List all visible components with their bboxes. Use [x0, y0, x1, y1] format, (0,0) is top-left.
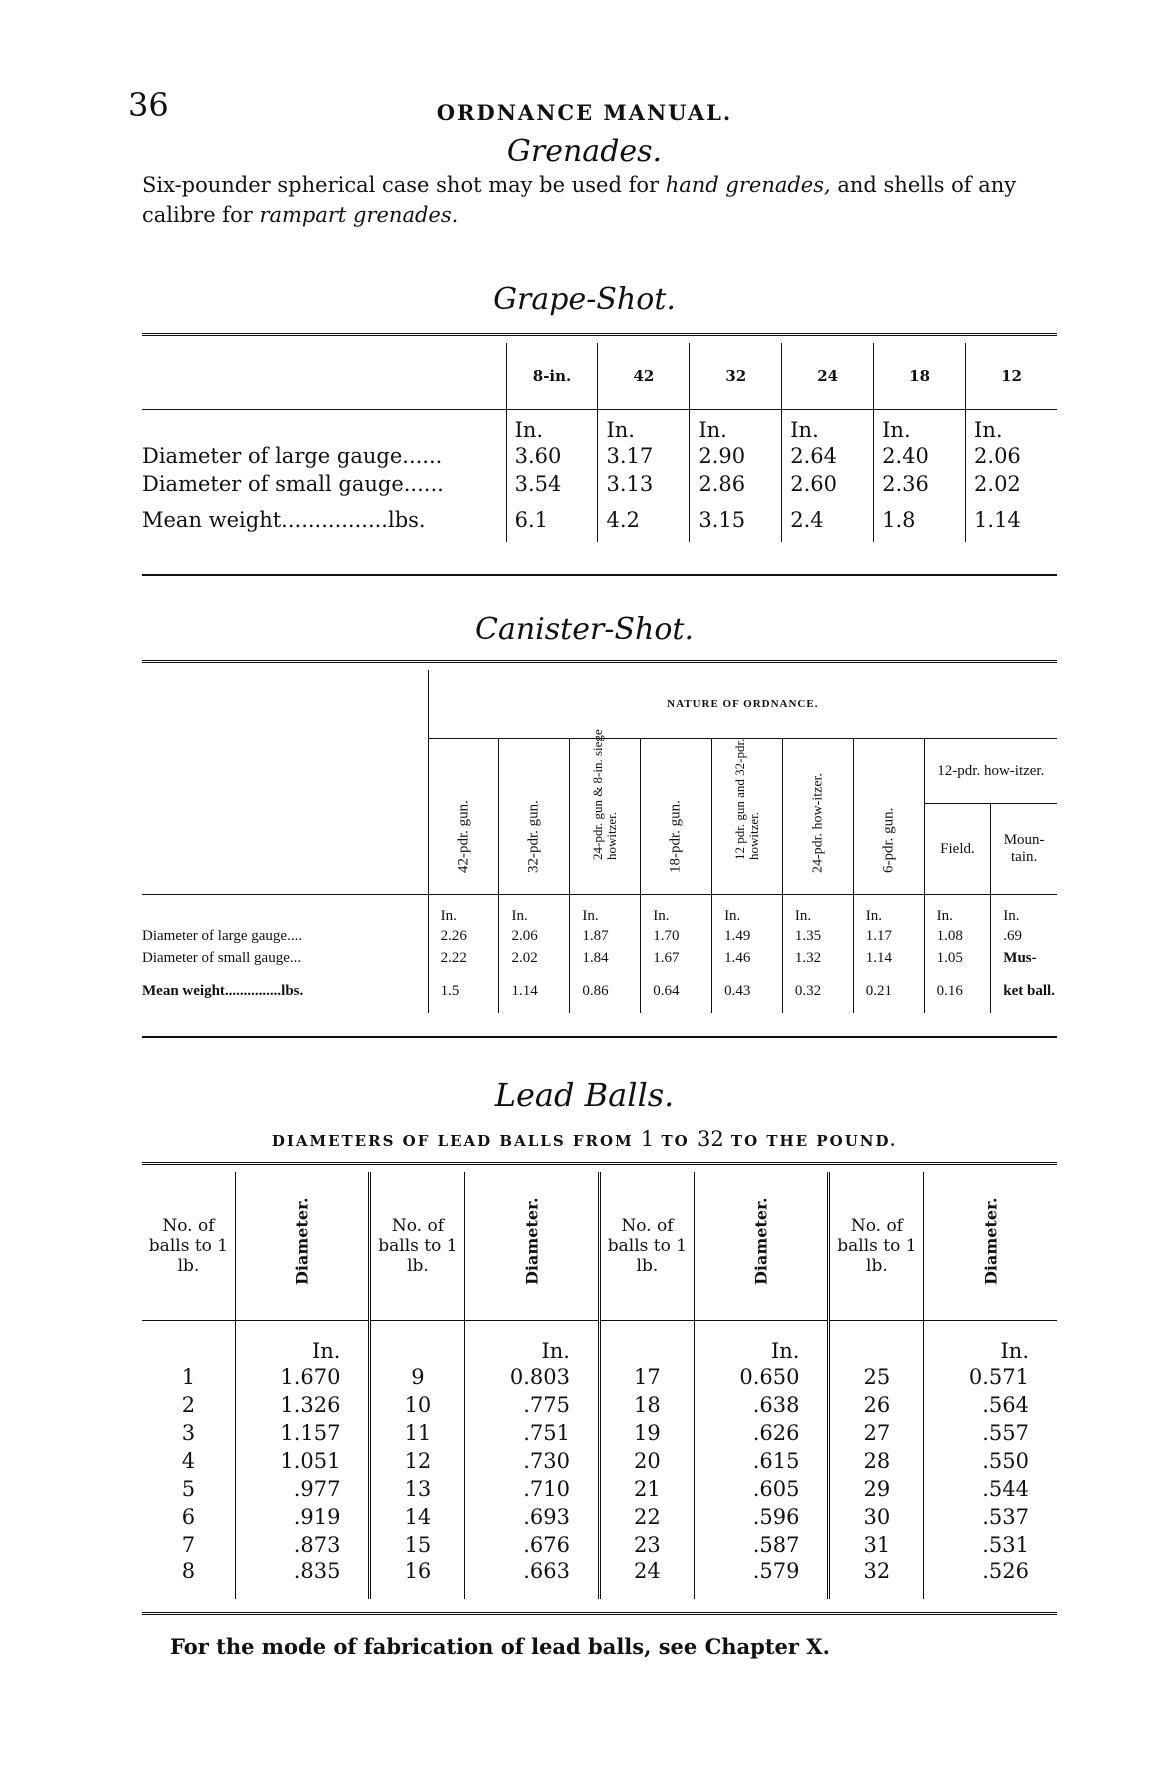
- grape-shot-table: [142, 343, 1057, 542]
- canister-cell: 1.87: [570, 925, 641, 947]
- grenades-em-2: rampart grenades.: [259, 203, 459, 227]
- grape-col-1: 42: [598, 343, 690, 410]
- grape-row-large-gauge: [142, 442, 1057, 470]
- canister-cell: 1.35: [782, 925, 853, 947]
- lead-num: 16: [370, 1559, 465, 1599]
- lead-diam: 1.326: [235, 1391, 370, 1419]
- canister-row-label: Mean weight...............lbs.: [142, 982, 304, 999]
- lead-diam: .873: [235, 1531, 370, 1559]
- canister-unit: In.: [853, 895, 924, 926]
- lead-header-row: [142, 1172, 1057, 1321]
- canister-cell: Mus-: [991, 947, 1057, 969]
- grape-unit: In.: [598, 410, 690, 443]
- lead-row: [142, 1363, 1057, 1391]
- lead-num: 11: [370, 1419, 465, 1447]
- canister-col-32pdr: 32-pdr. gun.: [499, 739, 570, 895]
- lead-diam: .751: [465, 1419, 600, 1447]
- lead-diam: .605: [694, 1475, 829, 1503]
- lead-num: 12: [370, 1447, 465, 1475]
- lead-num: 30: [829, 1503, 924, 1531]
- lead-diam: 1.051: [235, 1447, 370, 1475]
- grape-cell: 6.1: [506, 498, 598, 542]
- lead-diam: .710: [465, 1475, 600, 1503]
- canister-cell: 1.32: [782, 947, 853, 969]
- canister-cell: 1.14: [499, 969, 570, 1013]
- lead-num: 13: [370, 1475, 465, 1503]
- canister-cell: .69: [991, 925, 1057, 947]
- canister-cell: 1.05: [924, 947, 991, 969]
- canister-cell: 2.02: [499, 947, 570, 969]
- lead-row: [142, 1559, 1057, 1599]
- lead-diam: 0.803: [465, 1363, 600, 1391]
- canister-nature-header: NATURE OF ORDNANCE.: [428, 670, 1057, 739]
- canister-unit: In.: [570, 895, 641, 926]
- canister-top-rule: [142, 660, 1057, 663]
- lead-top-rule: [142, 1162, 1057, 1165]
- canister-unit-row: [142, 895, 1057, 926]
- canister-row-mean-weight: [142, 969, 1057, 1013]
- lead-col-no: No. of balls to 1 lb.: [370, 1172, 465, 1321]
- lead-num: 4: [181, 1449, 196, 1473]
- grape-cell: 2.02: [966, 470, 1057, 498]
- lead-num: 1: [181, 1365, 196, 1389]
- lead-diam: .977: [235, 1475, 370, 1503]
- lead-num: 5: [181, 1477, 196, 1501]
- grenades-text-1: Six-pounder spherical case shot may be used for: [142, 173, 666, 197]
- canister-row-large-gauge: [142, 925, 1057, 947]
- lead-num: 17: [599, 1363, 694, 1391]
- lead-num: 29: [829, 1475, 924, 1503]
- lead-diam: .579: [694, 1559, 829, 1599]
- canister-cell: 1.17: [853, 925, 924, 947]
- lead-diam: .615: [694, 1447, 829, 1475]
- grenades-paragraph: [142, 170, 1052, 230]
- lead-col-diameter: Diameter.: [924, 1172, 1057, 1321]
- canister-col-field: Field.: [924, 804, 991, 895]
- lead-bottom-rule: [142, 1612, 1057, 1615]
- lead-unit-row: [142, 1321, 1057, 1364]
- canister-cell: 0.43: [712, 969, 783, 1013]
- lead-diam: .531: [924, 1531, 1057, 1559]
- grape-cell: 2.06: [966, 442, 1057, 470]
- lead-num: 9: [370, 1363, 465, 1391]
- grape-unit: In.: [782, 410, 874, 443]
- lead-col-no: No. of balls to 1 lb.: [599, 1172, 694, 1321]
- grape-cell: 2.86: [690, 470, 782, 498]
- grape-bottom-rule: [142, 574, 1057, 576]
- grape-row-label: Mean weight................lbs.: [142, 508, 426, 532]
- lead-balls-table: [142, 1172, 1057, 1599]
- canister-col-12pdr-howitzer: 12-pdr. how-itzer.: [924, 739, 1057, 804]
- lead-col-diameter: Diameter.: [465, 1172, 600, 1321]
- lead-num: 28: [829, 1447, 924, 1475]
- lead-diam: 0.571: [924, 1363, 1057, 1391]
- grape-cell: 3.13: [598, 470, 690, 498]
- canister-col-24pdr-siege: 24-pdr. gun & 8-in. siege howitzer.: [570, 739, 641, 895]
- lead-num: 14: [370, 1503, 465, 1531]
- lead-num: 27: [829, 1419, 924, 1447]
- lead-balls-caption: DIAMETERS OF LEAD BALLS FROM 1 TO 32 TO THE POUND.: [271, 1127, 898, 1151]
- grape-cell: 4.2: [598, 498, 690, 542]
- lead-num: 10: [370, 1391, 465, 1419]
- canister-cell: 2.22: [428, 947, 499, 969]
- canister-col-18pdr: 18-pdr. gun.: [641, 739, 712, 895]
- lead-num: 26: [829, 1391, 924, 1419]
- grape-unit: In.: [874, 410, 966, 443]
- lead-num: 31: [829, 1531, 924, 1559]
- canister-unit: In.: [428, 895, 499, 926]
- lead-num: 24: [599, 1559, 694, 1599]
- grape-header-blank: [142, 343, 506, 410]
- lead-num: 6: [181, 1505, 196, 1529]
- canister-col-12pdr-32how: 12 pdr. gun and 32-pdr. howitzer.: [712, 739, 783, 895]
- lead-diam: .550: [924, 1447, 1057, 1475]
- lead-col-no: No. of balls to 1 lb.: [142, 1172, 235, 1321]
- lead-col-diameter: Diameter.: [235, 1172, 370, 1321]
- grape-cell: 3.54: [506, 470, 598, 498]
- grape-unit-row: [142, 410, 1057, 443]
- grape-col-2: 32: [690, 343, 782, 410]
- lead-unit: In.: [235, 1321, 370, 1364]
- lead-diam: .693: [465, 1503, 600, 1531]
- canister-cell: 0.64: [641, 969, 712, 1013]
- canister-row-label: Diameter of small gauge...: [142, 949, 302, 966]
- canister-shot-title: Canister-Shot.: [475, 612, 694, 647]
- lead-num: 2: [181, 1393, 196, 1417]
- canister-col-24pdr-how: 24-pdr. how-itzer.: [782, 739, 853, 895]
- canister-unit: In.: [782, 895, 853, 926]
- grape-cell: 2.4: [782, 498, 874, 542]
- lead-diam: .596: [694, 1503, 829, 1531]
- lead-unit: In.: [465, 1321, 600, 1364]
- canister-cell: 1.67: [641, 947, 712, 969]
- canister-unit: In.: [991, 895, 1057, 926]
- footer-note: For the mode of fabrication of lead balls, see Chapter X.: [170, 1634, 830, 1659]
- lead-balls-title: Lead Balls.: [494, 1076, 675, 1114]
- grape-row-small-gauge: [142, 470, 1057, 498]
- grape-col-4: 18: [874, 343, 966, 410]
- canister-row-label: Diameter of large gauge....: [142, 927, 303, 944]
- canister-cell: 1.70: [641, 925, 712, 947]
- lead-diam: .564: [924, 1391, 1057, 1419]
- canister-cell: 1.14: [853, 947, 924, 969]
- lead-unit: In.: [694, 1321, 829, 1364]
- grape-cell: 1.14: [966, 498, 1057, 542]
- canister-cell: 1.46: [712, 947, 783, 969]
- lead-diam: 0.650: [694, 1363, 829, 1391]
- lead-diam: .730: [465, 1447, 600, 1475]
- grape-row-label: Diameter of small gauge......: [142, 472, 444, 496]
- grape-unit: In.: [506, 410, 598, 443]
- canister-cell: 0.16: [924, 969, 991, 1013]
- lead-diam: .526: [924, 1559, 1057, 1599]
- page-number: 36: [128, 86, 169, 124]
- canister-unit: In.: [712, 895, 783, 926]
- canister-row-small-gauge: [142, 947, 1057, 969]
- grape-header-row: [142, 343, 1057, 410]
- lead-row: [142, 1503, 1057, 1531]
- canister-cell: 1.84: [570, 947, 641, 969]
- lead-num: 7: [181, 1533, 196, 1557]
- lead-diam: .835: [235, 1559, 370, 1599]
- canister-cell: 0.21: [853, 969, 924, 1013]
- lead-row: [142, 1391, 1057, 1419]
- grape-cell: 3.15: [690, 498, 782, 542]
- lead-diam: .919: [235, 1503, 370, 1531]
- lead-num: 32: [829, 1559, 924, 1599]
- lead-diam: .775: [465, 1391, 600, 1419]
- lead-num: 8: [181, 1559, 196, 1583]
- canister-cell: 0.32: [782, 969, 853, 1013]
- lead-num: 15: [370, 1531, 465, 1559]
- lead-num: 19: [599, 1419, 694, 1447]
- lead-unit: In.: [924, 1321, 1057, 1364]
- lead-num: 22: [599, 1503, 694, 1531]
- lead-col-no: No. of balls to 1 lb.: [829, 1172, 924, 1321]
- grenades-title: Grenades.: [506, 134, 663, 169]
- lead-row: [142, 1419, 1057, 1447]
- lead-diam: .537: [924, 1503, 1057, 1531]
- canister-cell: 1.49: [712, 925, 783, 947]
- grape-unit: In.: [966, 410, 1057, 443]
- lead-diam: .663: [465, 1559, 600, 1599]
- canister-cell: 0.86: [570, 969, 641, 1013]
- canister-cell: ket ball.: [991, 969, 1057, 1013]
- grape-cell: 2.90: [690, 442, 782, 470]
- lead-diam: .544: [924, 1475, 1057, 1503]
- canister-unit: In.: [499, 895, 570, 926]
- canister-cell: 2.06: [499, 925, 570, 947]
- lead-diam: .557: [924, 1419, 1057, 1447]
- grape-cell: 2.40: [874, 442, 966, 470]
- grape-cell: 2.36: [874, 470, 966, 498]
- grape-col-5: 12: [966, 343, 1057, 410]
- grape-unit: In.: [690, 410, 782, 443]
- lead-num: 3: [181, 1421, 196, 1445]
- grape-top-rule: [142, 333, 1057, 336]
- lead-diam: .626: [694, 1419, 829, 1447]
- grape-cell: 2.64: [782, 442, 874, 470]
- lead-num: 18: [599, 1391, 694, 1419]
- canister-col-6pdr: 6-pdr. gun.: [853, 739, 924, 895]
- grape-cell: 3.17: [598, 442, 690, 470]
- canister-col-mountain: Moun-tain.: [991, 804, 1057, 895]
- lead-diam: .587: [694, 1531, 829, 1559]
- lead-num: 23: [599, 1531, 694, 1559]
- canister-unit: In.: [924, 895, 991, 926]
- lead-diam: .676: [465, 1531, 600, 1559]
- grape-col-0: 8-in.: [506, 343, 598, 410]
- grenades-text-2: and shells of any calibre for: [142, 173, 1017, 227]
- lead-diam: .638: [694, 1391, 829, 1419]
- grape-row-mean-weight: [142, 498, 1057, 542]
- canister-col-42pdr: 42-pdr. gun.: [428, 739, 499, 895]
- lead-diam: 1.157: [235, 1419, 370, 1447]
- canister-bottom-rule: [142, 1036, 1057, 1038]
- lead-row: [142, 1475, 1057, 1503]
- lead-col-diameter: Diameter.: [694, 1172, 829, 1321]
- grape-cell: 3.60: [506, 442, 598, 470]
- lead-row: [142, 1531, 1057, 1559]
- canister-header-blank: [142, 670, 428, 895]
- canister-cell: 1.08: [924, 925, 991, 947]
- grenades-em-1: hand grenades,: [665, 173, 831, 197]
- canister-shot-table: [142, 670, 1057, 1013]
- grape-cell: 1.8: [874, 498, 966, 542]
- grape-shot-title: Grape-Shot.: [493, 282, 676, 317]
- canister-cell: 2.26: [428, 925, 499, 947]
- canister-cell: 1.5: [428, 969, 499, 1013]
- lead-row: [142, 1447, 1057, 1475]
- lead-diam: 1.670: [235, 1363, 370, 1391]
- lead-num: 25: [829, 1363, 924, 1391]
- grape-row-label: Diameter of large gauge......: [142, 444, 443, 468]
- lead-num: 21: [599, 1475, 694, 1503]
- grape-cell: 2.60: [782, 470, 874, 498]
- lead-num: 20: [599, 1447, 694, 1475]
- canister-unit: In.: [641, 895, 712, 926]
- grape-col-3: 24: [782, 343, 874, 410]
- running-head: ORDNANCE MANUAL.: [436, 100, 733, 125]
